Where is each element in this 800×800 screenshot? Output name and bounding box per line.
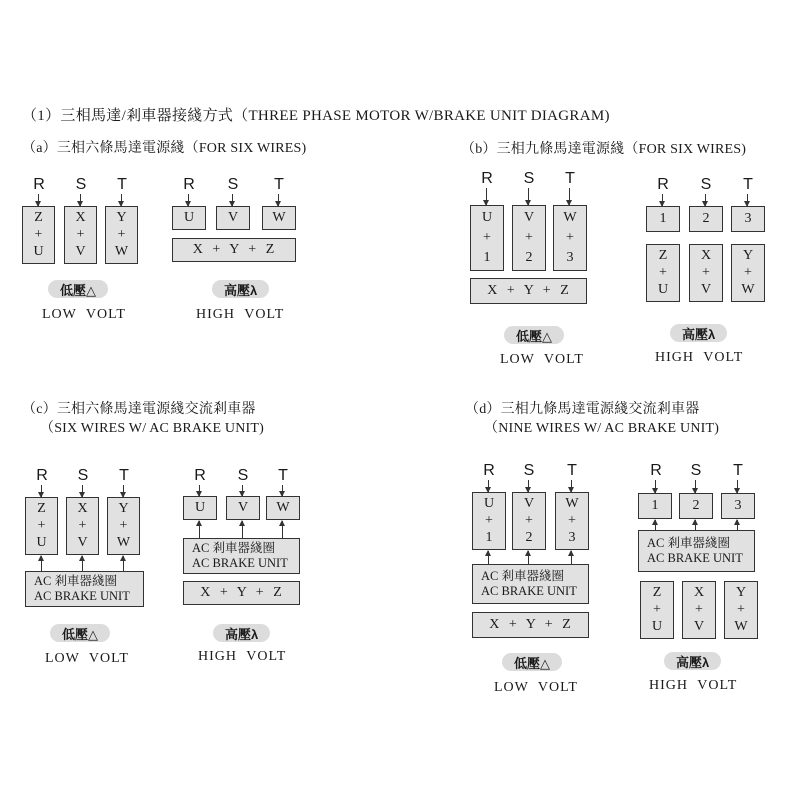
arrow-down <box>121 194 122 206</box>
terminal-box <box>731 244 765 302</box>
terminal-r-label: R <box>481 170 493 187</box>
arrow-up <box>41 556 42 571</box>
terminal-box-bottom: 1 <box>485 530 493 546</box>
arrow-up <box>528 551 529 564</box>
terminal-t-label: T <box>567 462 577 479</box>
terminal-box-top: Z <box>34 209 43 225</box>
terminal-box-bottom: U <box>33 244 44 260</box>
terminal-box-bottom: 1 <box>483 250 491 265</box>
terminal-box-plus: + <box>568 512 576 528</box>
terminal-t-label: T <box>733 462 743 479</box>
terminal-box-plus: + <box>78 517 87 533</box>
arrow-down <box>242 485 243 496</box>
section-a-heading: （a）三相六條馬達電源綫（FOR SIX WIRES) <box>22 141 307 156</box>
terminal-r-label: R <box>650 462 662 479</box>
arrow-down <box>41 485 42 497</box>
brake-unit-en: AC BRAKE UNIT <box>34 589 130 603</box>
brake-unit-box <box>638 530 755 572</box>
terminal-box: 3 <box>731 206 765 232</box>
arrow-up <box>488 551 489 564</box>
terminal-box-bottom: W <box>734 619 748 635</box>
terminal-box <box>512 492 546 550</box>
arrow-up <box>242 521 243 538</box>
terminal-box <box>22 206 55 264</box>
brake-unit-box <box>25 571 144 607</box>
low-volt-zh-badge: 低壓△ <box>504 326 564 344</box>
brake-unit-zh: AC 剎車器綫圈 <box>192 541 275 555</box>
terminal-box-top: Y <box>742 247 754 263</box>
section-c-subheading: （SIX WIRES W/ AC BRAKE UNIT) <box>40 421 265 436</box>
terminal-box-bottom: V <box>77 535 88 551</box>
high-volt-label: HIGH VOLT <box>649 678 738 693</box>
terminal-box-plus: + <box>34 226 43 242</box>
arrow-down <box>199 485 200 496</box>
terminal-box-top: X <box>75 209 86 225</box>
terminal-s-label: S <box>227 176 239 193</box>
terminal-box-bottom: V <box>75 244 86 260</box>
low-volt-zh-badge: 低壓△ <box>50 624 110 642</box>
arrow-down <box>82 485 83 497</box>
terminal-box <box>646 244 680 302</box>
terminal-box-top: X <box>700 247 712 263</box>
terminal-box <box>25 497 58 555</box>
terminal-box-top: Z <box>652 584 662 600</box>
xyz-bridge-box: X + Y + Z <box>470 278 587 304</box>
terminal-box: 1 <box>646 206 680 232</box>
terminal-box <box>470 205 504 271</box>
terminal-box-bottom: V <box>700 282 712 298</box>
terminal-r-label: R <box>483 462 495 479</box>
arrow-down <box>747 194 748 206</box>
arrow-down <box>123 485 124 497</box>
terminal-box-bottom: 2 <box>525 530 533 546</box>
terminal-box-plus: + <box>566 230 574 245</box>
terminal-box-top: Y <box>118 500 129 516</box>
high-volt-label: HIGH VOLT <box>655 350 744 365</box>
low-volt-zh-badge: 低壓△ <box>48 280 108 298</box>
terminal-box-plus: + <box>76 226 85 242</box>
terminal-box-plus: + <box>119 517 128 533</box>
arrow-down <box>282 485 283 496</box>
terminal-box-bottom: U <box>657 282 669 298</box>
arrow-down <box>571 480 572 492</box>
high-volt-zh-badge: 高壓λ <box>212 280 269 298</box>
terminal-box-top: Y <box>735 584 747 600</box>
arrow-up <box>571 551 572 564</box>
terminal-box: 1 <box>638 493 672 519</box>
terminal-box: U <box>183 496 217 520</box>
terminal-box-plus: + <box>695 601 703 617</box>
terminal-box-bottom: U <box>651 619 663 635</box>
arrow-down <box>488 480 489 492</box>
high-volt-zh-badge: 高壓λ <box>664 652 721 670</box>
terminal-box-bottom: V <box>693 619 705 635</box>
terminal-box: W <box>262 206 296 230</box>
brake-unit-box <box>472 564 589 604</box>
terminal-s-label: S <box>523 170 535 187</box>
terminal-t-label: T <box>565 170 575 187</box>
low-volt-label: LOW VOLT <box>494 680 578 695</box>
low-volt-zh-badge: 低壓△ <box>502 653 562 671</box>
page-title: （1）三相馬達/剎車器接綫方式（THREE PHASE MOTOR W/BRAKE UNIT DIAGRAM) <box>22 108 610 124</box>
terminal-box <box>640 581 674 639</box>
terminal-box-bottom: 3 <box>568 530 576 546</box>
terminal-box: 3 <box>721 493 755 519</box>
arrow-down <box>737 480 738 493</box>
arrow-down <box>662 194 663 206</box>
arrow-down <box>486 188 487 205</box>
brake-unit-zh: AC 剎車器綫圈 <box>647 536 730 550</box>
arrow-down <box>278 194 279 206</box>
brake-unit-box <box>183 538 300 574</box>
low-volt-label: LOW VOLT <box>42 307 126 322</box>
terminal-box-plus: + <box>702 264 710 280</box>
terminal-box-bottom: W <box>116 535 131 551</box>
terminal-box-top: X <box>77 500 88 516</box>
terminal-t-label: T <box>119 467 129 484</box>
terminal-box <box>64 206 97 264</box>
terminal-box-plus: + <box>525 512 533 528</box>
xyz-bridge-box: X + Y + Z <box>472 612 589 638</box>
high-volt-zh-badge: 高壓λ <box>213 624 270 642</box>
brake-unit-en: AC BRAKE UNIT <box>192 556 288 570</box>
terminal-box-plus: + <box>37 517 46 533</box>
terminal-s-label: S <box>77 467 89 484</box>
terminal-box <box>682 581 716 639</box>
section-c-heading: （c）三相六條馬達電源綫交流剎車器 <box>22 402 256 417</box>
terminal-box-plus: + <box>659 264 667 280</box>
terminal-box-top: W <box>565 495 579 511</box>
terminal-r-label: R <box>657 176 669 193</box>
arrow-up <box>123 556 124 571</box>
terminal-box <box>472 492 506 550</box>
terminal-r-label: R <box>36 467 48 484</box>
arrow-down <box>528 480 529 492</box>
terminal-box-bottom: 2 <box>525 250 533 265</box>
terminal-box-top: U <box>483 495 495 511</box>
terminal-box-bottom: U <box>36 535 47 551</box>
terminal-box <box>689 244 723 302</box>
arrow-up <box>655 520 656 530</box>
xyz-bridge-box: X + Y + Z <box>172 238 296 262</box>
terminal-box-top: U <box>481 210 493 225</box>
arrow-up <box>695 520 696 530</box>
terminal-r-label: R <box>33 176 45 193</box>
terminal-box <box>107 497 140 555</box>
terminal-box-plus: + <box>117 226 126 242</box>
terminal-box-plus: + <box>653 601 661 617</box>
terminal-box-top: Z <box>658 247 668 263</box>
terminal-t-label: T <box>117 176 127 193</box>
terminal-box-top: V <box>523 495 535 511</box>
terminal-box-plus: + <box>483 230 491 245</box>
terminal-t-label: T <box>743 176 753 193</box>
terminal-box-plus: + <box>525 230 533 245</box>
terminal-s-label: S <box>690 462 702 479</box>
terminal-box-plus: + <box>744 264 752 280</box>
arrow-down <box>80 194 81 206</box>
terminal-box-top: W <box>563 210 577 225</box>
arrow-down <box>188 194 189 206</box>
high-volt-label: HIGH VOLT <box>198 649 287 664</box>
terminal-r-label: R <box>194 467 206 484</box>
xyz-bridge-box: X + Y + Z <box>183 581 300 605</box>
terminal-box: 2 <box>689 206 723 232</box>
arrow-down <box>695 480 696 493</box>
terminal-box: V <box>216 206 250 230</box>
brake-unit-en: AC BRAKE UNIT <box>647 551 743 565</box>
arrow-up <box>737 520 738 530</box>
arrow-down <box>569 188 570 205</box>
terminal-box <box>66 497 99 555</box>
terminal-r-label: R <box>183 176 195 193</box>
terminal-t-label: T <box>274 176 284 193</box>
terminal-box-top: Z <box>37 500 46 516</box>
brake-unit-zh: AC 剎車器綫圈 <box>481 569 564 583</box>
terminal-s-label: S <box>523 462 535 479</box>
arrow-down <box>655 480 656 493</box>
terminal-box <box>553 205 587 271</box>
arrow-down <box>528 188 529 205</box>
arrow-up <box>199 521 200 538</box>
terminal-box-bottom: W <box>114 244 129 260</box>
terminal-box: W <box>266 496 300 520</box>
terminal-box-plus: + <box>485 512 493 528</box>
terminal-box-top: X <box>693 584 705 600</box>
terminal-box: U <box>172 206 206 230</box>
high-volt-label: HIGH VOLT <box>196 307 285 322</box>
terminal-box: 2 <box>679 493 713 519</box>
arrow-up <box>82 556 83 571</box>
terminal-box <box>105 206 138 264</box>
terminal-s-label: S <box>237 467 249 484</box>
brake-unit-en: AC BRAKE UNIT <box>481 584 577 598</box>
terminal-s-label: S <box>700 176 712 193</box>
low-volt-label: LOW VOLT <box>45 651 129 666</box>
terminal-box-top: V <box>523 210 535 225</box>
terminal-t-label: T <box>278 467 288 484</box>
section-d-subheading: （NINE WIRES W/ AC BRAKE UNIT) <box>484 421 720 436</box>
low-volt-label: LOW VOLT <box>500 352 584 367</box>
brake-unit-zh: AC 剎車器綫圈 <box>34 574 117 588</box>
terminal-box-bottom: 3 <box>566 250 574 265</box>
terminal-box <box>724 581 758 639</box>
terminal-box <box>555 492 589 550</box>
terminal-box <box>512 205 546 271</box>
terminal-box: V <box>226 496 260 520</box>
high-volt-zh-badge: 高壓λ <box>670 324 727 342</box>
arrow-down <box>232 194 233 206</box>
terminal-box-bottom: W <box>741 282 755 298</box>
arrow-down <box>705 194 706 206</box>
arrow-down <box>38 194 39 206</box>
terminal-box-top: Y <box>116 209 127 225</box>
terminal-s-label: S <box>75 176 87 193</box>
arrow-up <box>282 521 283 538</box>
terminal-box-plus: + <box>737 601 745 617</box>
section-b-heading: （b）三相九條馬達電源綫（FOR SIX WIRES) <box>461 142 747 157</box>
section-d-heading: （d）三相九條馬達電源綫交流剎車器 <box>465 402 700 417</box>
